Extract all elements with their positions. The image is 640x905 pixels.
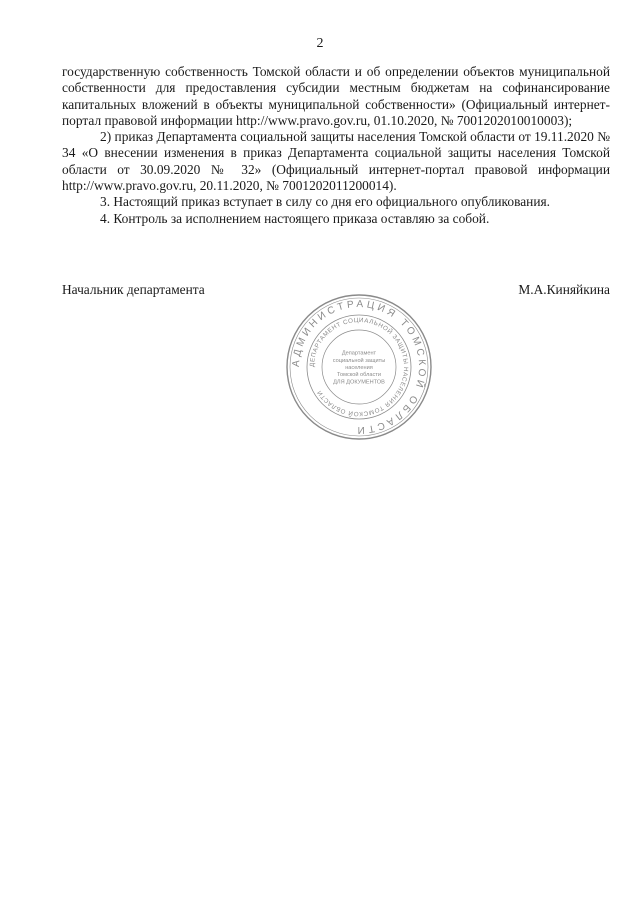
svg-text:ДЕПАРТАМЕНТ СОЦИАЛЬНОЙ ЗАЩИТЫ: ДЕПАРТАМЕНТ СОЦИАЛЬНОЙ ЗАЩИТЫ НАСЕЛЕНИЯ ТОМСКОЙ ОБЛАСТИ (308, 316, 410, 418)
page-number: 2 (316, 36, 324, 51)
paragraph-item-3: 3. Настоящий приказ вступает в силу со дня его официального опубликования. (100, 194, 550, 210)
signatory-position: Начальник департамента (62, 282, 205, 297)
signatory-name: М.А.Киняйкина (518, 282, 610, 297)
seal-center-line: ДЛЯ ДОКУМЕНТОВ (333, 379, 385, 386)
official-seal-stamp (285, 293, 433, 441)
seal-graphic (285, 293, 433, 441)
seal-center-line: населения (345, 365, 373, 371)
paragraph-item-4: 4. Контроль за исполнением настоящего приказа оставляю за собой. (100, 210, 490, 226)
paragraph-continuation: государственную собственность Томской области и об определении объектов муниципальной собственности для предоставления субсидии местным бюджетам на софинансирование капитальных вложений в объекты муниципальной собственности» (Официальный интернет-портал правовой информации http://www.pravo.gov.ru, 01.10.2020, № 7001202010010003); (62, 64, 610, 128)
paragraph-item-2: 2) приказ Департамента социальной защиты населения Томской области от 19.11.2020 № 34 «О внесении изменения в приказ Департамента социальной защиты населения Томской области от 30.09.2020 № 32» (Официальный интернет-портал правовой информации http://www.pravo.gov.ru, 20.11.2020, № 7001202011200014). (62, 129, 610, 194)
seal-center-line: Томской области (337, 372, 381, 379)
document-body (62, 64, 610, 227)
seal-center-line: Департамент (341, 350, 377, 357)
svg-text:АДМИНИСТРАЦИЯ ТОМСКОЙ ОБЛАСТИ: АДМИНИСТРАЦИЯ ТОМСКОЙ ОБЛАСТИ (290, 298, 428, 436)
seal-center-line: социальной защиты (332, 357, 386, 364)
